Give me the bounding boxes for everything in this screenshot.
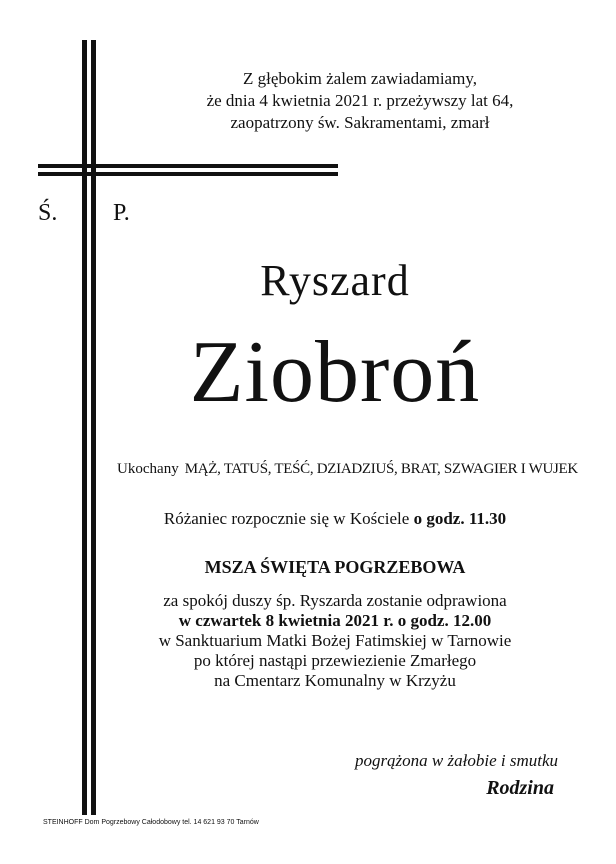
sp-letter-s: Ś. [38, 200, 58, 226]
mass-date-line: w czwartek 8 kwietnia 2021 r. o godz. 12.00 [178, 611, 492, 630]
roles-label: Ukochany [117, 461, 179, 477]
mass-line: po której nastąpi przewiezienie Zmarłego [193, 651, 477, 670]
mass-line: w Sanktuarium Matki Bożej Fatimskiej w Tarnowie [158, 631, 512, 650]
mass-title: MSZA ŚWIĘTA POGRZEBOWA [204, 557, 466, 577]
intro-line: zaopatrzony św. Sakramentami, zmarł [230, 113, 490, 132]
cross-vertical-bar-right [91, 40, 96, 815]
sp-letter-p: P. [113, 200, 130, 226]
cross-horizontal-bar-top [38, 164, 338, 168]
family-signature: Rodzina [486, 777, 554, 799]
mass-line: za spokój duszy śp. Ryszarda zostanie odprawiona [163, 591, 507, 610]
cross-vertical-bar-left [82, 40, 87, 815]
mass-line: na Cmentarz Komunalny w Krzyżu [214, 671, 456, 690]
intro-line: Z głębokim żalem zawiadamiamy, [243, 69, 477, 88]
rosary-text: Różaniec rozpocznie się w Kościele [163, 509, 410, 528]
mass-details [120, 591, 550, 691]
intro-line: że dnia 4 kwietnia 2021 r. przeżywszy lat 64, [206, 91, 514, 110]
cross-horizontal-bar-bottom [38, 172, 338, 176]
deceased-last-name: Ziobroń [189, 324, 481, 421]
rosary-line [125, 508, 545, 530]
deceased-first-name: Ryszard [260, 256, 410, 305]
roles-value: MĄŻ, TATUŚ, TEŚĆ, DZIADZIUŚ, BRAT, SZWAGIER I WUJEK [184, 461, 578, 477]
intro-block [150, 68, 570, 134]
roles-line [105, 458, 590, 480]
rosary-time: o godz. 11.30 [413, 509, 507, 528]
funeral-home-footer: STEINHOFF Dom Pogrzebowy Całodobowy tel. 14 621 93 70 Tarnów [43, 819, 259, 826]
mourning-line: pogrążona w żałobie i smutku [354, 751, 558, 770]
